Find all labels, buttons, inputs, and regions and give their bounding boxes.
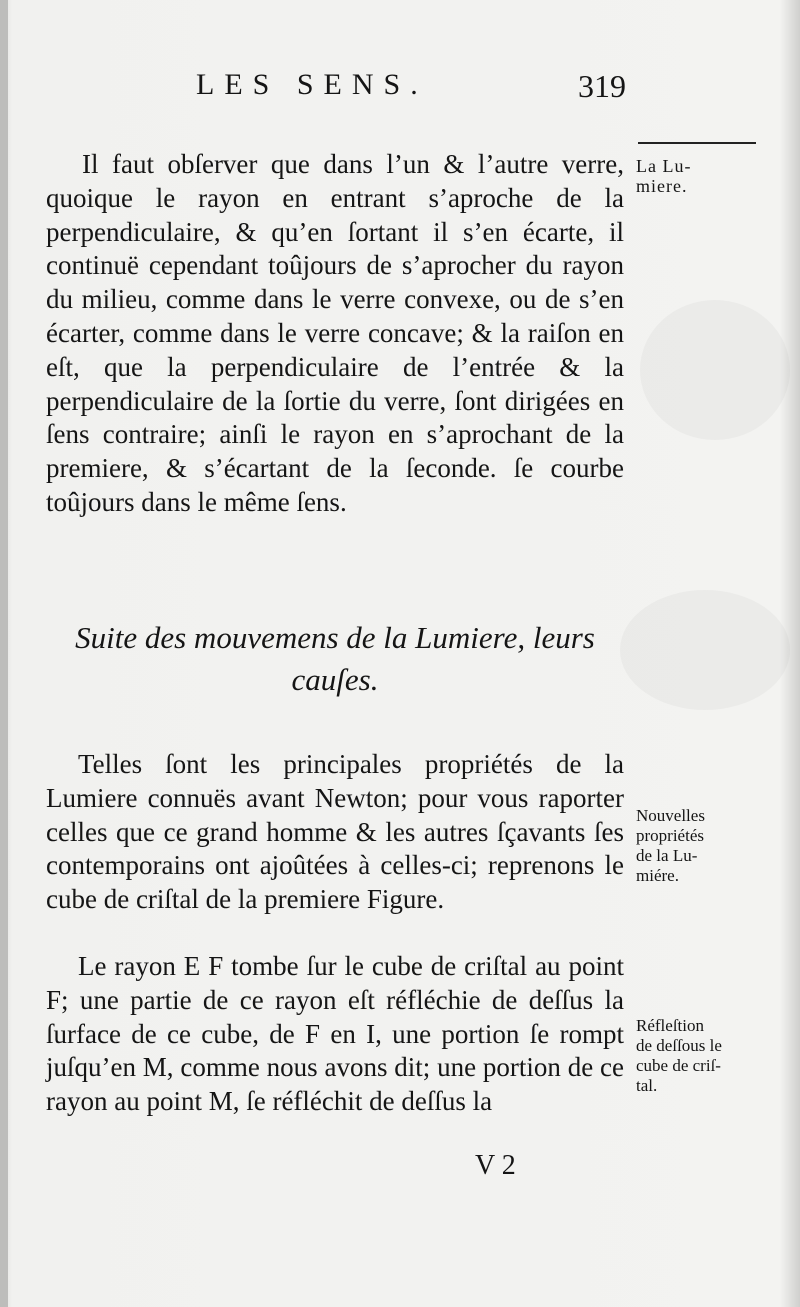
- bleed-through-smudge: [640, 300, 790, 440]
- signature-mark: V 2: [475, 1150, 516, 1181]
- page-header: [196, 68, 636, 108]
- paragraph: Telles ſont les principales propriétés de la Lumiere connuës avant Newton; pour vous raporter celles que ce grand homme & les autres ſçavants ſes contemporains ont ajoûtées à celles-ci; reprenons le cube de criſtal de la premiere Figure.: [46, 749, 624, 915]
- margin-note: Réfleſtion de deſſous le cube de criſ- tal.: [636, 1016, 722, 1095]
- margin-note: La Lu- miere.: [636, 156, 692, 196]
- running-head: LES SENS.: [196, 68, 428, 101]
- bleed-through-smudge: [620, 590, 790, 710]
- paragraph: Le rayon E F tombe ſur le cube de criſtal au point F; une partie de ce rayon eſt réfléchie de deſſus la ſurface de ce cube, de F en I, une portion ſe rompt juſqu’en M, comme nous avons dit; une portion de ce rayon au point M, ſe réfléchit de deſſus la: [46, 951, 624, 1117]
- section-heading: Suite des mouvemens de la Lumiere, leurs cauſes.: [75, 620, 595, 697]
- margin-rule: [638, 142, 756, 144]
- paragraph: Il faut obſerver que dans l’un & l’autre verre, quoique le rayon en entrant s’aproche de la perpendiculaire, & qu’en ſortant il s’en écarte, il continuë cependant toûjours de s’aprocher du rayon du milieu, comme dans le verre convexe, ou de s’en écarter, comme dans le verre concave; & la raiſon en eſt, que la perpendiculaire de l’entrée & la perpendiculaire de la ſortie du verre, ſont dirigées en ſens contraire; ainſi le rayon en s’aprochant de la premiere, & s’écartant de la ſeconde. ſe courbe toûjours dans le même ſens.: [46, 149, 624, 517]
- margin-note: Nouvelles propriétés de la Lu- miére.: [636, 806, 705, 885]
- page-number: 319: [578, 68, 626, 104]
